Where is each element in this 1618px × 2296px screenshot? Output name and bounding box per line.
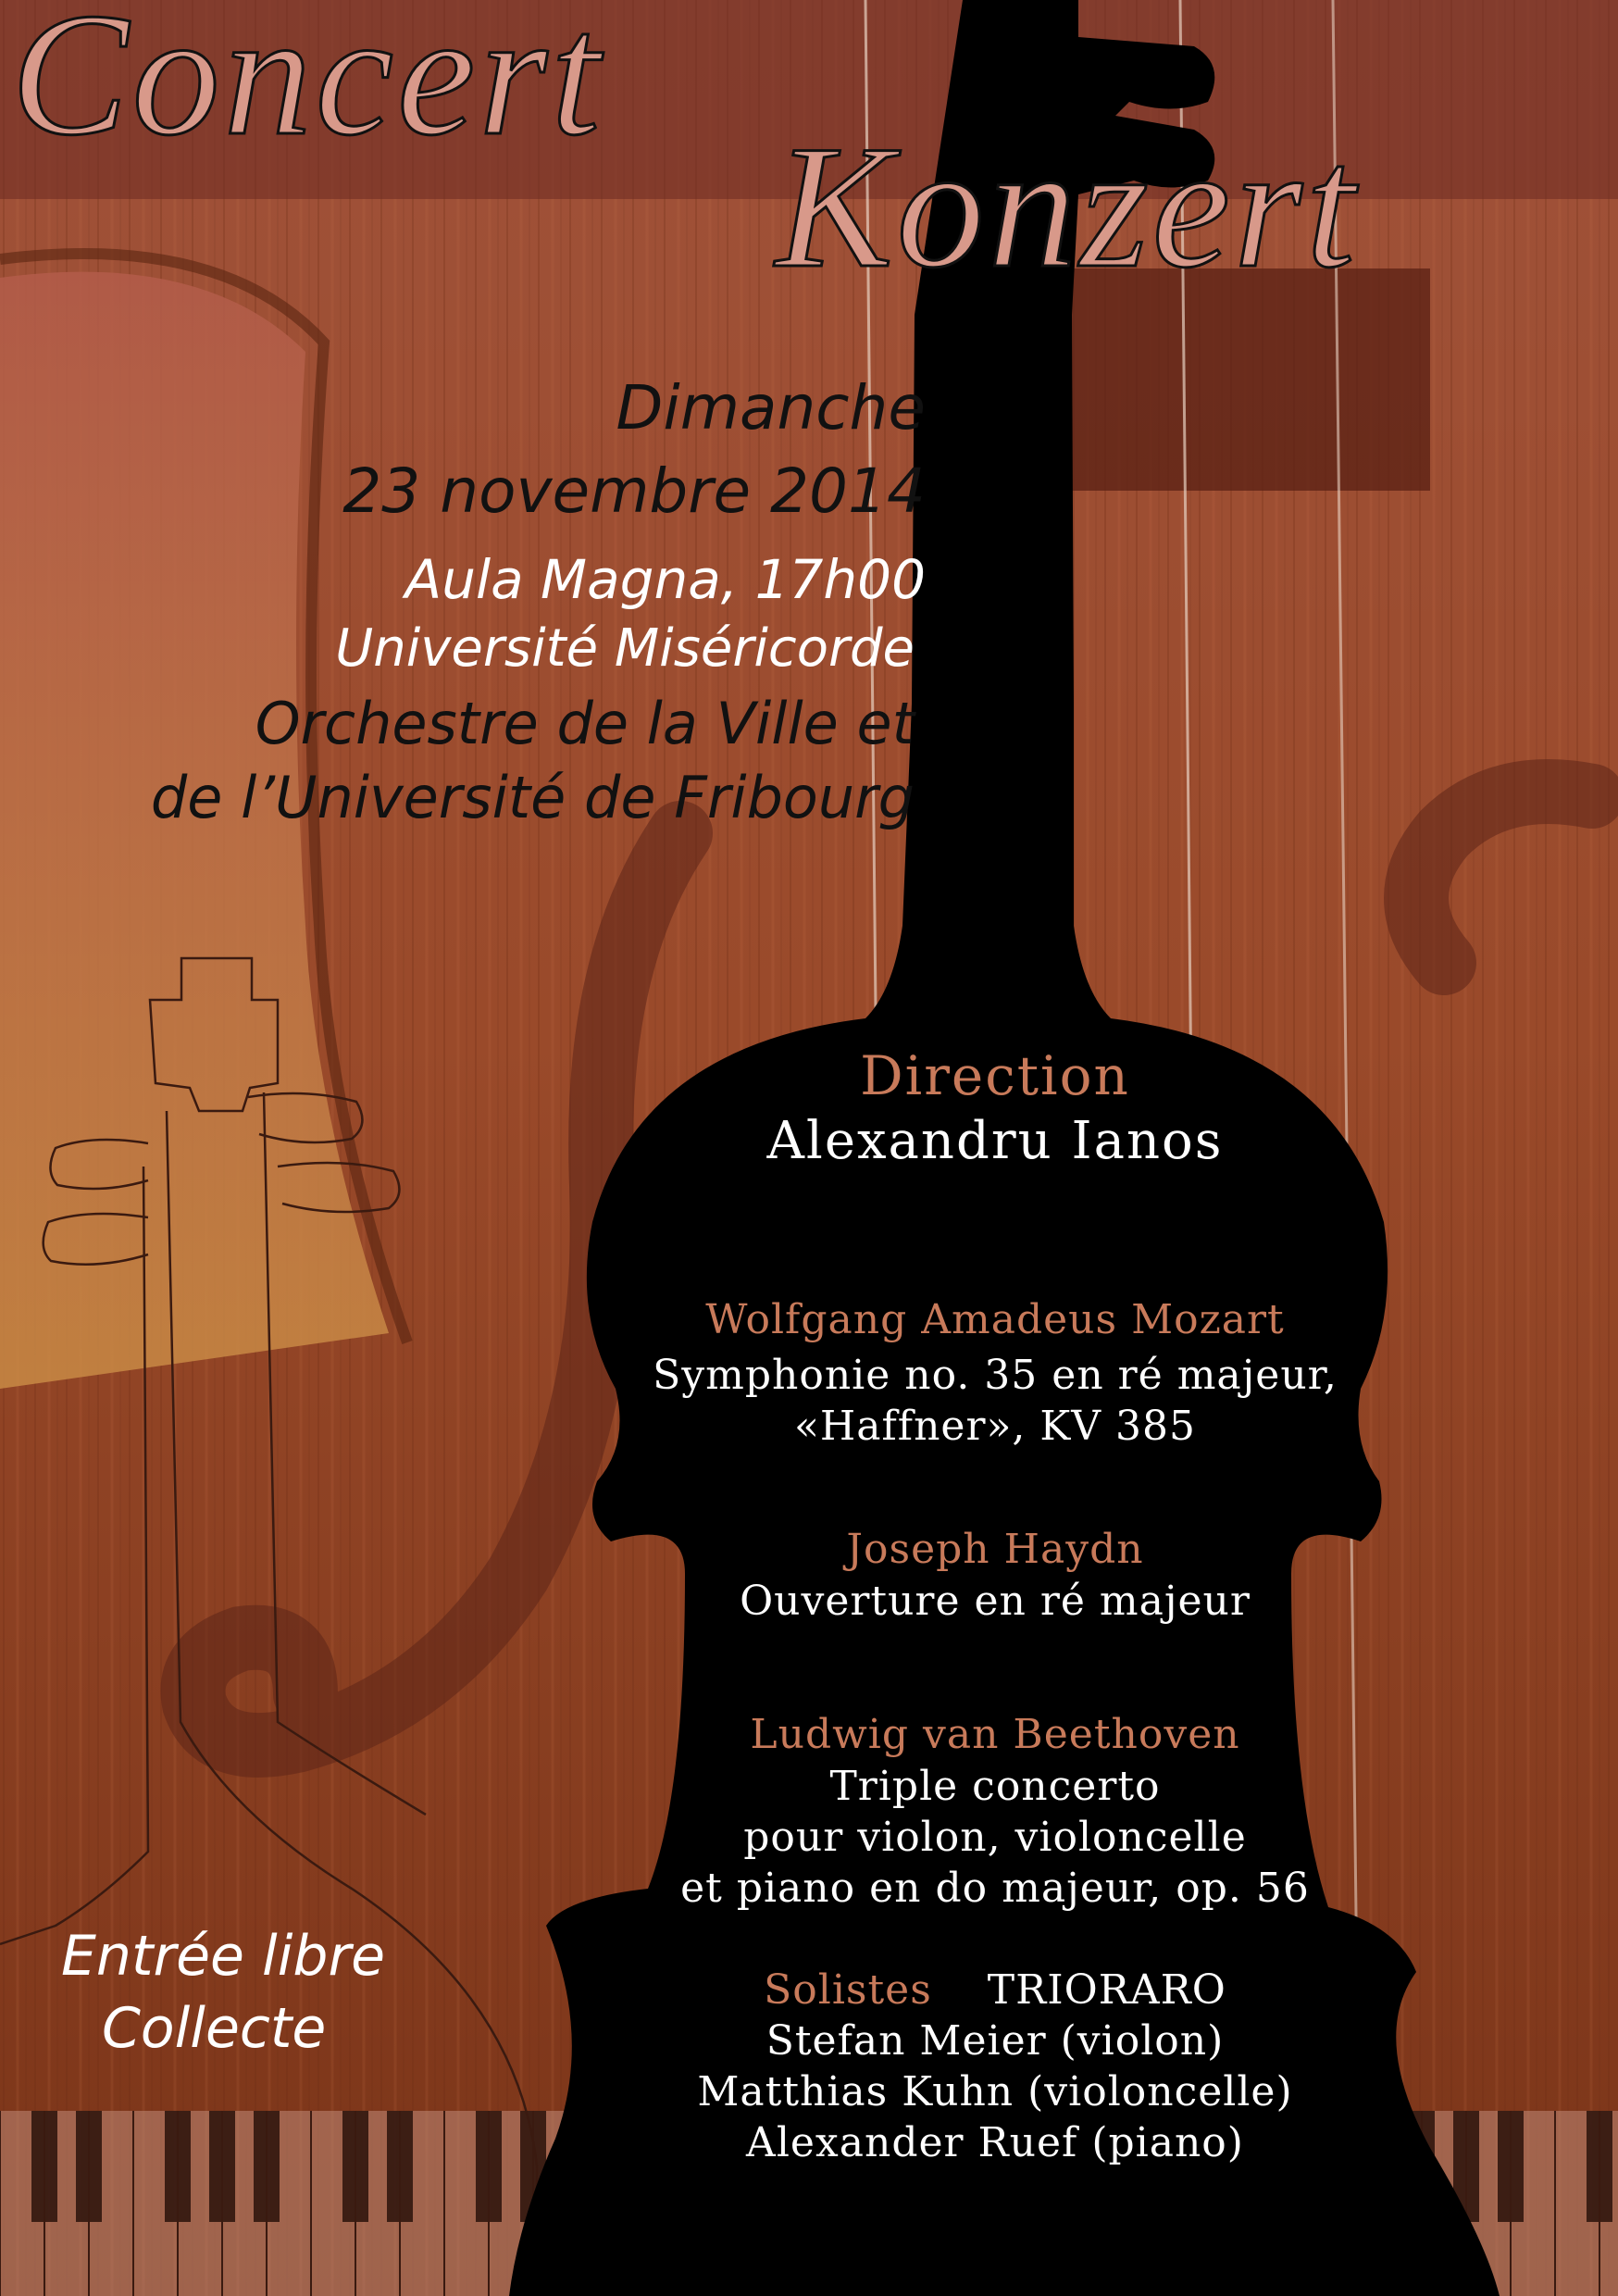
work-mozart-line2: «Haffner», KV 385: [793, 1403, 1196, 1450]
work-haydn: Ouverture en ré majeur: [740, 1578, 1251, 1625]
event-orchestra-line1: Orchestre de la Ville et: [255, 690, 915, 757]
work-beethoven-line3: et piano en do majeur, op. 56: [680, 1865, 1310, 1912]
admission-collection: Collecte: [102, 1996, 327, 2061]
soloists-label: Solistes: [764, 1966, 932, 2014]
conductor-name: Alexandru Ianos: [766, 1111, 1224, 1171]
composer-mozart: Wolfgang Amadeus Mozart: [705, 1296, 1285, 1343]
soloist-violin: Stefan Meier (violon): [765, 2017, 1225, 2065]
event-venue: Université Miséricorde: [335, 618, 915, 679]
event-day: Dimanche: [616, 372, 926, 443]
event-place-time: Aula Magna, 17h00: [404, 548, 926, 611]
admission-free: Entrée libre: [61, 1924, 386, 1989]
soloist-piano: Alexander Ruef (piano): [746, 2119, 1244, 2166]
direction-label: Direction: [860, 1044, 1130, 1107]
soloist-cello: Matthias Kuhn (violoncelle): [697, 2068, 1293, 2115]
event-date: 23 novembre 2014: [342, 455, 926, 527]
title-konzert: Konzert: [776, 110, 1359, 305]
composer-haydn: Joseph Haydn: [846, 1526, 1144, 1573]
work-beethoven-line1: Triple concerto: [829, 1763, 1161, 1810]
title-concert: Concert: [11, 0, 604, 172]
soloists-ensemble: TRIORARO: [987, 1966, 1226, 2014]
soloists-heading: [592, 1965, 1398, 2015]
work-mozart-line1: Symphonie no. 35 en ré majeur,: [653, 1352, 1338, 1399]
composer-beethoven: Ludwig van Beethoven: [750, 1711, 1240, 1758]
work-beethoven-line2: pour violon, violoncelle: [743, 1814, 1247, 1861]
event-orchestra-line2: de l’Université de Fribourg: [150, 764, 915, 831]
